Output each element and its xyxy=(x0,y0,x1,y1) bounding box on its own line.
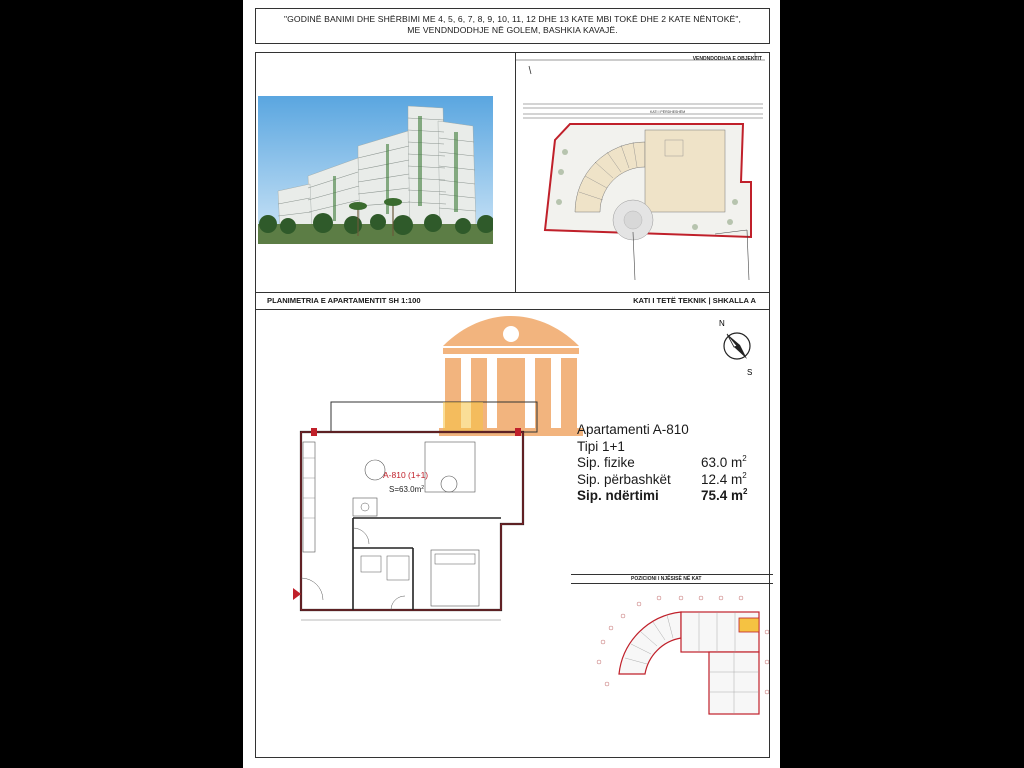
apartment-name: Apartamenti A-810 xyxy=(577,422,689,437)
project-header xyxy=(255,8,770,44)
area-label: Sip. përbashkët xyxy=(577,471,671,487)
document-sheet xyxy=(243,0,780,768)
site-plan-title: VENDNDODHJA E OBJEKTIT xyxy=(692,56,762,62)
compass-south: S xyxy=(747,368,753,377)
unit-area-label: S=63.0m xyxy=(389,485,422,494)
unit-label: A-810 (1+1) xyxy=(383,470,429,480)
header-line-2: ME VENDNDODHJE NË GOLEM, BASHKIA KAVAJË. xyxy=(407,25,618,35)
position-keyplan xyxy=(589,592,774,722)
position-title: POZICIONI I NJËSISË NË KAT xyxy=(631,576,702,582)
area-row xyxy=(577,455,757,472)
apartment-type: Tipi 1+1 xyxy=(577,438,625,454)
area-value: 63.0 m xyxy=(701,455,743,470)
building-rendering xyxy=(258,96,493,244)
section-bar xyxy=(255,292,770,310)
area-row-total xyxy=(577,488,757,505)
road-label: KATI I PËRDHESHËM xyxy=(650,110,686,114)
area-value: 12.4 m xyxy=(701,471,743,487)
area-label: Sip. fizike xyxy=(577,455,635,470)
floorplan-scale-label: PLANIMETRIA E APARTAMENTIT SH 1:100 xyxy=(267,296,421,305)
area-unit-sup: 2 xyxy=(742,470,747,480)
compass-north: N xyxy=(719,319,725,328)
floor-label: KATI I TETË TEKNIK | SHKALLA A xyxy=(633,296,756,305)
position-title-bar xyxy=(571,574,773,584)
site-plan-panel xyxy=(515,52,770,292)
apartment-floorplan xyxy=(291,398,541,630)
area-unit-sup: 2 xyxy=(743,487,748,496)
area-unit-sup: 2 xyxy=(742,454,747,463)
apartment-info xyxy=(577,422,757,505)
unit-area-sup: 2 xyxy=(421,485,425,491)
area-value: 75.4 m xyxy=(701,488,744,503)
area-row xyxy=(577,472,757,489)
compass-icon xyxy=(713,312,763,378)
header-line-1: "GODINË BANIMI DHE SHËRBIMI ME 4, 5, 6, 7, 8, 9, 10, 11, 12 DHE 13 KATE MBI TOKË DHE 2 KATE NËNTOKË", xyxy=(283,14,741,24)
area-label: Sip. ndërtimi xyxy=(577,488,659,503)
svg-text:S=63.0m2 xyxy=(389,485,424,494)
